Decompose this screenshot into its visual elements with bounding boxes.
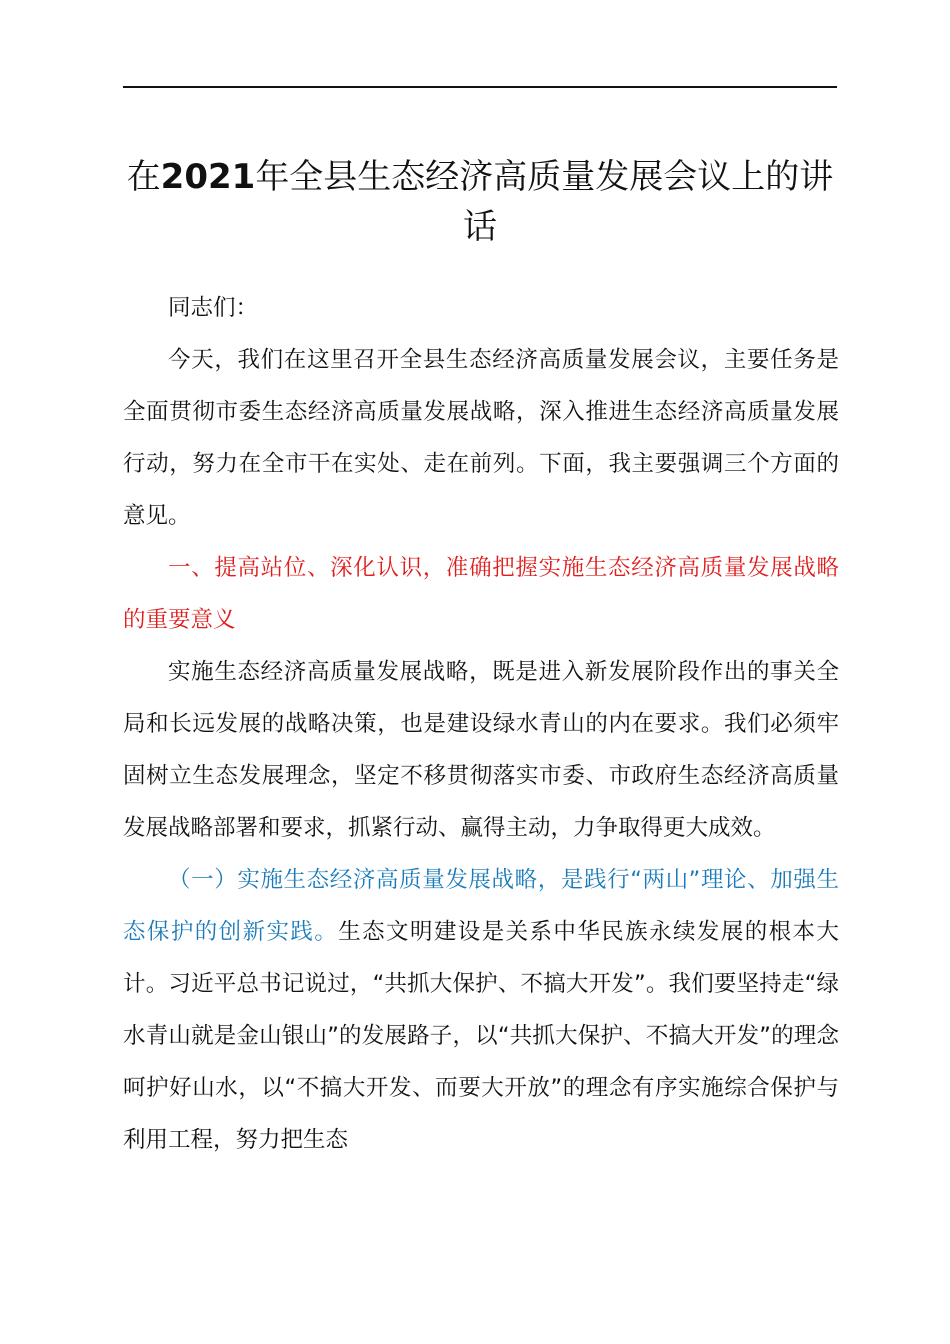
header-rule xyxy=(123,86,837,88)
intro-paragraph: 今天，我们在这里召开全县生态经济高质量发展会议，主要任务是全面贯彻市委生态经济高质量发展战略，深入推进生态经济高质量发展行动，努力在全市干在实处、走在前列。下面，我主要强调三个方面的意见。 xyxy=(123,347,839,529)
document-body xyxy=(123,282,839,1166)
title-suffix: 年全县生态经济高质量发展会议上的讲话 xyxy=(255,157,834,247)
title-year: 2021 xyxy=(160,157,256,197)
section-1-heading: 一、提高站位、深化认识，准确把握实施生态经济高质量发展战略的重要意义 xyxy=(123,555,839,633)
title-prefix: 在 xyxy=(126,157,161,197)
document-title xyxy=(110,152,850,252)
section-1-paragraph: 实施生态经济高质量发展战略，既是进入新发展阶段作出的事关全局和长远发展的战略决策，也是建设绿水青山的内在要求。我们必须牢固树立生态发展理念，坚定不移贯彻落实市委、市政府生态经济高质量发展战略部署和要求，抓紧行动、赢得主动，力争取得更大成效。 xyxy=(123,659,839,841)
subsection-1-heading: （一）实施生态经济高质量发展战略，是践行“两山”理论、加强生态保护的创新实践。 xyxy=(123,867,839,945)
greeting: 同志们： xyxy=(168,295,259,321)
subsection-1-paragraph xyxy=(123,854,839,1166)
subsection-1-body: 生态文明建设是关系中华民族永续发展的根本大计。习近平总书记说过，“共抓大保护、不搞大开发”。我们要坚持走“绿水青山就是金山银山”的发展路子，以“共抓大保护、不搞大开发”的理念呵护好山水，以“不搞大开发、而要大开放”的理念有序实施综合保护与利用工程，努力把生态 xyxy=(123,919,839,1153)
